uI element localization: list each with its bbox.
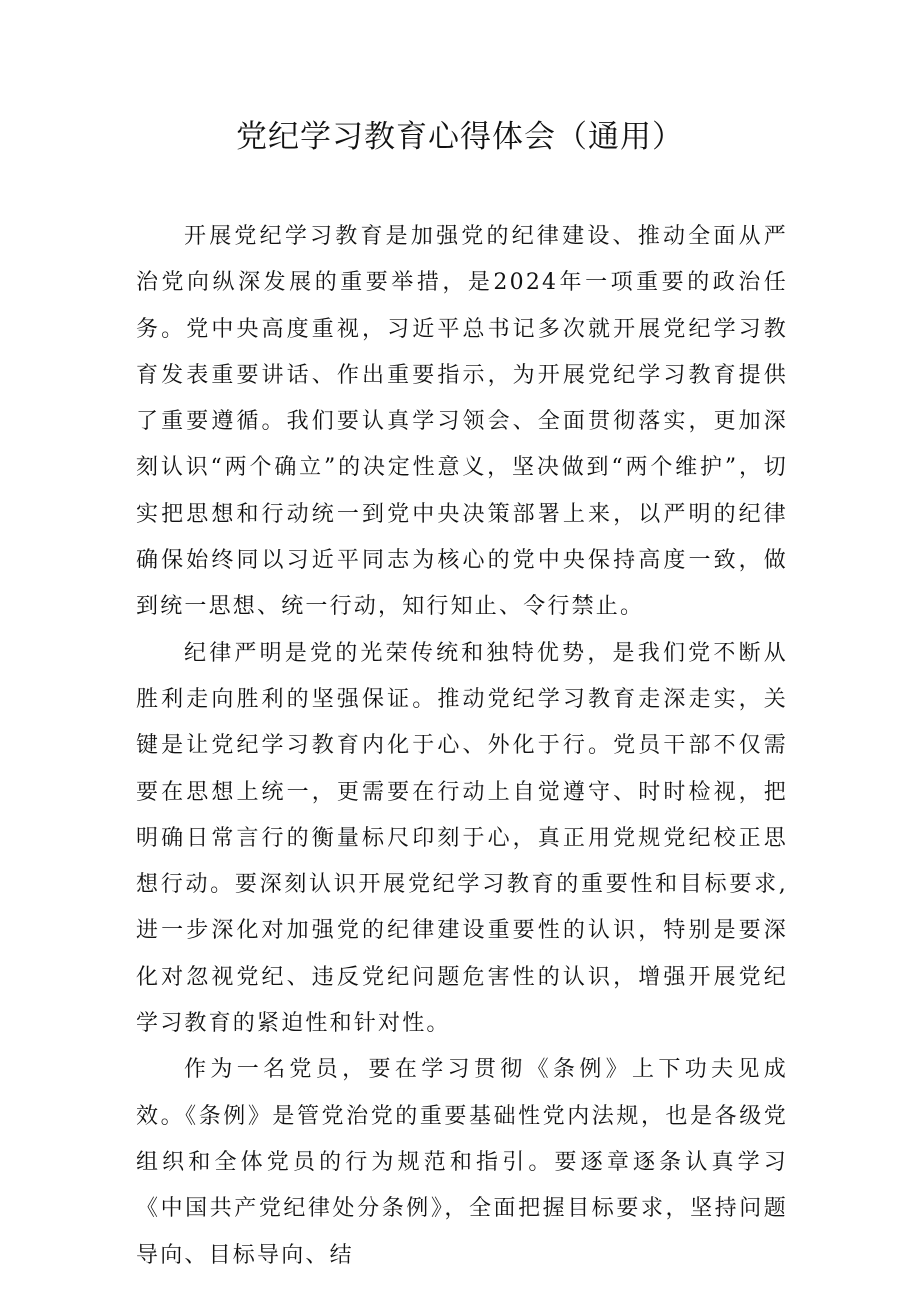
document-title: 党纪学习教育心得体会（通用）: [236, 119, 684, 155]
document-body: [136, 214, 788, 1279]
paragraph-3: 作为一名党员，要在学习贯彻《条例》上下功夫见成效。《条例》是管党治党的重要基础性党内法规，也是各级党组织和全体党员的行为规范和指引。要逐章逐条认真学习《中国共产党纪律处分条例》，全面把握目标要求，坚持问题导向、目标导向、结: [136, 1057, 788, 1268]
paragraph-1: 开展党纪学习教育是加强党的纪律建设、推动全面从严治党向纵深发展的重要举措，是2024年一项重要的政治任务。党中央高度重视，习近平总书记多次就开展党纪学习教育发表重要讲话、作出重要指示，为开展党纪学习教育提供了重要遵循。我们要认真学习领会、全面贯彻落实，更加深刻认识“两个确立”的决定性意义，坚决做到“两个维护”，切实把思想和行动统一到党中央决策部署上来，以严明的纪律确保始终同以习近平同志为核心的党中央保持高度一致，做到统一思想、统一行动，知行知止、令行禁止。: [136, 224, 788, 620]
paragraph-2: 纪律严明是党的光荣传统和独特优势，是我们党不断从胜利走向胜利的坚强保证。推动党纪学习教育走深走实，关键是让党纪学习教育内化于心、外化于行。党员干部不仅需要在思想上统一，更需要在行动上自觉遵守、时时检视，把明确日常言行的衡量标尺印刻于心，真正用党规党纪校正思想行动。要深刻认识开展党纪学习教育的重要性和目标要求,进一步深化对加强党的纪律建设重要性的认识，特别是要深化对忽视党纪、违反党纪问题危害性的认识，增强开展党纪学习教育的紧迫性和针对性。: [136, 640, 788, 1037]
